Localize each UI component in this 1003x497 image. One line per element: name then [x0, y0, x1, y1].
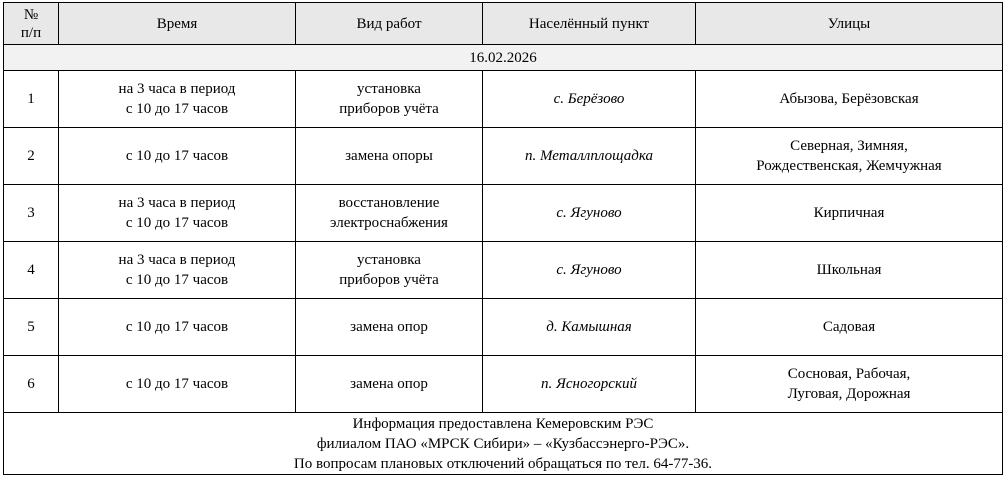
- table-row: [4, 128, 1003, 185]
- row-number: 3: [4, 185, 59, 242]
- footer-line: филиалом ПАО «МРСК Сибири» – «Кузбассэнерго-РЭС».: [316, 435, 690, 452]
- time-line: с 10 до 17 часов: [125, 101, 229, 117]
- row-time: [59, 242, 296, 299]
- table-header: [4, 3, 1003, 45]
- work-line: приборов учёта: [339, 272, 439, 288]
- work-line: восстановление: [338, 195, 440, 211]
- time-line: на 3 часа в период: [118, 252, 236, 268]
- row-streets: [696, 71, 1003, 128]
- header-num-symbol: №: [23, 6, 39, 23]
- date-row: [4, 45, 1003, 71]
- row-number: 6: [4, 356, 59, 413]
- time-line: на 3 часа в период: [118, 81, 236, 97]
- row-work-type: [296, 356, 483, 413]
- row-work-type: [296, 71, 483, 128]
- row-locality: с. Ягуново: [483, 185, 696, 242]
- time-line: на 3 часа в период: [118, 195, 236, 211]
- header-work: Вид работ: [296, 3, 483, 45]
- row-time: [59, 128, 296, 185]
- row-number: 4: [4, 242, 59, 299]
- row-streets: [696, 242, 1003, 299]
- row-locality: д. Камышная: [483, 299, 696, 356]
- header-num-abbr: п/п: [20, 24, 42, 41]
- time-line: с 10 до 17 часов: [125, 215, 229, 231]
- work-line: установка: [357, 252, 421, 268]
- row-locality: с. Берёзово: [483, 71, 696, 128]
- row-streets: [696, 299, 1003, 356]
- outage-schedule-table: [3, 2, 1003, 475]
- row-time: [59, 356, 296, 413]
- streets-line: Абызова, Берёзовская: [779, 91, 919, 107]
- row-locality: п. Металлплощадка: [483, 128, 696, 185]
- work-line: приборов учёта: [339, 101, 439, 117]
- row-number: 1: [4, 71, 59, 128]
- row-locality: с. Ягуново: [483, 242, 696, 299]
- work-line: установка: [357, 81, 421, 97]
- row-number: 2: [4, 128, 59, 185]
- streets-line: Школьная: [816, 262, 882, 278]
- footer-line: Информация предоставлена Кемеровским РЭС: [352, 415, 654, 432]
- streets-line: Северная, Зимняя,: [790, 138, 908, 154]
- time-line: с 10 до 17 часов: [125, 272, 229, 288]
- row-work-type: [296, 299, 483, 356]
- row-time: [59, 185, 296, 242]
- time-line: с 10 до 17 часов: [125, 319, 229, 335]
- streets-line: Сосновая, Рабочая,: [787, 366, 911, 382]
- header-streets: Улицы: [696, 3, 1003, 45]
- row-streets: [696, 185, 1003, 242]
- row-streets: [696, 356, 1003, 413]
- row-time: [59, 71, 296, 128]
- work-line: электроснабжения: [330, 215, 448, 231]
- header-row: [4, 3, 1003, 45]
- footer-info: [4, 413, 1003, 475]
- streets-line: Рождественская, Жемчужная: [756, 158, 942, 174]
- work-line: замена опор: [350, 319, 428, 335]
- table-footer: [4, 413, 1003, 475]
- streets-line: Садовая: [822, 319, 876, 335]
- footer-line: По вопросам плановых отключений обращаться по тел. 64-77-36.: [293, 455, 713, 472]
- row-time: [59, 299, 296, 356]
- header-num: [4, 3, 59, 45]
- row-work-type: [296, 128, 483, 185]
- streets-line: Луговая, Дорожная: [787, 386, 911, 402]
- header-time: Время: [59, 3, 296, 45]
- time-line: с 10 до 17 часов: [125, 376, 229, 392]
- table-row: [4, 356, 1003, 413]
- row-locality: п. Ясногорский: [483, 356, 696, 413]
- table-row: [4, 185, 1003, 242]
- streets-line: Кирпичная: [813, 205, 885, 221]
- table-row: [4, 242, 1003, 299]
- date-cell: 16.02.2026: [4, 45, 1003, 71]
- row-work-type: [296, 185, 483, 242]
- table-row: [4, 299, 1003, 356]
- table-row: [4, 71, 1003, 128]
- footer-row: [4, 413, 1003, 475]
- work-line: замена опоры: [345, 148, 433, 164]
- work-line: замена опор: [350, 376, 428, 392]
- table-body: [4, 45, 1003, 413]
- row-streets: [696, 128, 1003, 185]
- header-locality: Населённый пункт: [483, 3, 696, 45]
- row-work-type: [296, 242, 483, 299]
- time-line: с 10 до 17 часов: [125, 148, 229, 164]
- row-number: 5: [4, 299, 59, 356]
